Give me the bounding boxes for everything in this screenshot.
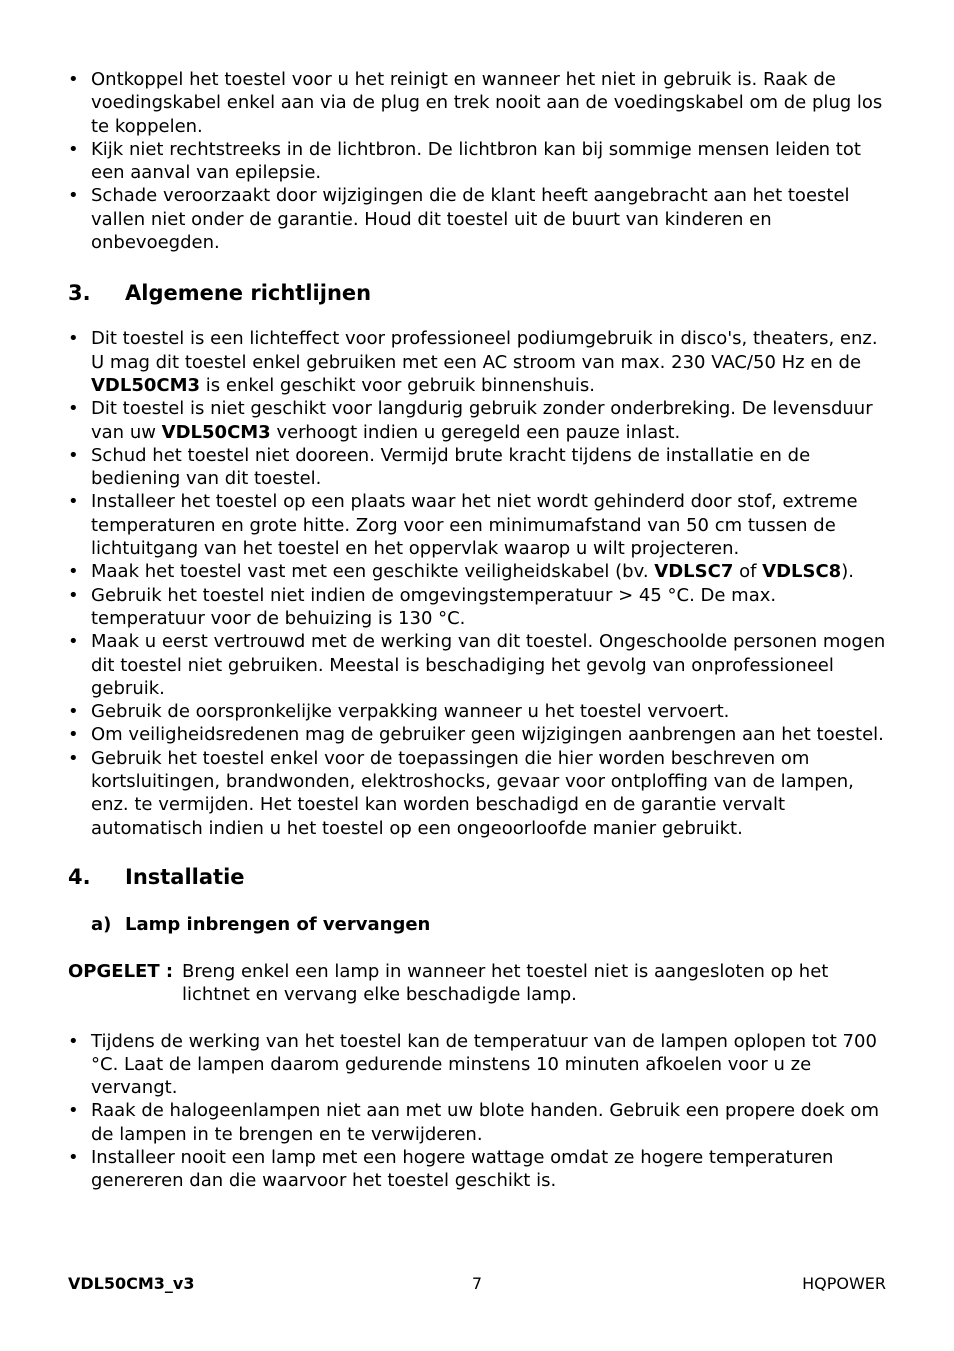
brand-name: HQPOWER xyxy=(802,1273,886,1293)
subsection-heading xyxy=(68,913,886,936)
product-code: VDLSC7 xyxy=(654,561,734,583)
section-number: 3. xyxy=(68,281,91,306)
list-item: • Om veiligheidsredenen mag de gebruiker geen wijzigingen aanbrengen aan het toestel. xyxy=(68,723,886,746)
text-run: Dit toestel is een lichteffect voor professioneel podiumgebruik in disco's, theaters, enz. U mag dit toestel enkel gebruiken met een AC stroom van max. 230 VAC/50 Hz en de xyxy=(91,328,878,373)
text-run: Maak het toestel vast met een geschikte veiligheidskabel (bv. xyxy=(91,561,655,583)
text-run: ). xyxy=(841,561,854,583)
text-run: is enkel geschikt voor gebruik binnenshuis. xyxy=(200,374,596,396)
page-footer xyxy=(68,1272,886,1294)
intro-bullet-list xyxy=(68,68,886,254)
list-item xyxy=(68,327,886,397)
warning-note xyxy=(68,960,886,1007)
list-item: • Installeer nooit een lamp met een hogere wattage omdat ze hogere temperaturen genereren dan die waarvoor het toestel geschikt is. xyxy=(68,1146,886,1193)
section-title: Installatie xyxy=(125,864,245,889)
list-item xyxy=(68,397,886,444)
text-run: of xyxy=(733,561,763,583)
list-item: • Installeer het toestel op een plaats waar het niet wordt gehinderd door stof, extreme temperaturen en grote hitte. Zorg voor een minimumafstand van 50 cm tussen de lichtuitgang van het toestel en het oppervlak waarop u wilt projecteren. xyxy=(68,490,886,560)
document-code: VDL50CM3_v3 xyxy=(68,1273,195,1293)
list-item: • Kijk niet rechtstreeks in de lichtbron. De lichtbron kan bij sommige mensen leiden tot een aanval van epilepsie. xyxy=(68,138,886,185)
section-title: Algemene richtlijnen xyxy=(125,281,372,306)
lamp-bullet-list xyxy=(68,1030,886,1193)
text-run: verhoogt indien u geregeld een pauze inlast. xyxy=(270,421,681,443)
product-code: VDL50CM3 xyxy=(91,374,201,396)
list-item xyxy=(68,560,886,583)
list-item: • Maak u eerst vertrouwd met de werking van dit toestel. Ongeschoolde personen mogen dit toestel niet gebruiken. Meestal is beschadiging het gevolg van onprofessioneel gebruik. xyxy=(68,630,886,700)
list-item: • Schud het toestel niet dooreen. Vermijd brute kracht tijdens de installatie en de bediening van dit toestel. xyxy=(68,444,886,491)
page-number: 7 xyxy=(471,1273,483,1293)
subsection-title: Lamp inbrengen of vervangen xyxy=(125,913,431,935)
list-item: • Raak de halogeenlampen niet aan met uw blote handen. Gebruik een propere doek om de lampen in te brengen en te verwijderen. xyxy=(68,1099,886,1146)
list-item: • Tijdens de werking van het toestel kan de temperatuur van de lampen oplopen tot 700 °C. Laat de lampen daarom gedurende minstens 10 minuten afkoelen voor u ze vervangt. xyxy=(68,1030,886,1100)
product-code: VDL50CM3 xyxy=(161,421,271,443)
text-run: Dit toestel is niet geschikt voor langdurig gebruik zonder onderbreking. De levensduur van uw xyxy=(91,398,873,443)
section-heading-4 xyxy=(68,864,886,890)
page-body xyxy=(68,68,886,1193)
list-item: • Gebruik het toestel niet indien de omgevingstemperatuur > 45 °C. De max. temperatuur voor de behuizing is 130 °C. xyxy=(68,584,886,631)
warning-text: Breng enkel een lamp in wanneer het toestel niet is aangesloten op het lichtnet en vervang elke beschadigde lamp. xyxy=(182,960,829,1006)
list-item: • Schade veroorzaakt door wijzigingen die de klant heeft aangebracht aan het toestel vallen niet onder de garantie. Houd dit toestel uit de buurt van kinderen en onbevoegden. xyxy=(68,184,886,254)
section-heading-3 xyxy=(68,280,886,306)
list-item: • Gebruik de oorspronkelijke verpakking wanneer u het toestel vervoert. xyxy=(68,700,886,723)
list-item: • Ontkoppel het toestel voor u het reinigt en wanneer het niet in gebruik is. Raak de voedingskabel enkel aan via de plug en trek nooit aan de voedingskabel om de plug los te koppelen. xyxy=(68,68,886,138)
guidelines-bullet-list xyxy=(68,327,886,840)
section-number: 4. xyxy=(68,864,91,889)
list-item: • Gebruik het toestel enkel voor de toepassingen die hier worden beschreven om kortsluitingen, brandwonden, elektroshocks, gevaar voor ontploffing van de lampen, enz. te vermijden. Het toestel kan worden beschadigd en de garantie vervalt automatisch indien u het toestel op een ongeoorloofde manier gebruikt. xyxy=(68,747,886,840)
subsection-letter: a) xyxy=(91,913,112,935)
product-code: VDLSC8 xyxy=(762,561,842,583)
warning-label: OPGELET : xyxy=(68,960,174,982)
